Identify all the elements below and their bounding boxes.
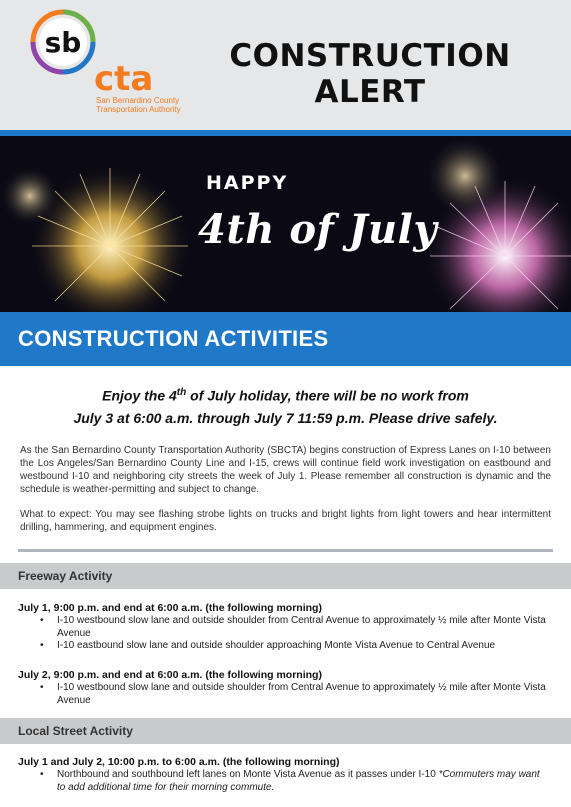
holiday-notice-line1	[20, 382, 551, 407]
divider	[18, 549, 553, 552]
what-to-expect-paragraph: What to expect: You may see flashing strobe lights on trucks and bright lights from light towers and hear intermittent drilling, hammering, and equipment engines.	[20, 509, 551, 533]
header	[0, 0, 571, 132]
construction-activities-bar	[0, 312, 571, 366]
intro-paragraph: As the San Bernardino County Transportation Authority (SBCTA) begins construction of Express Lanes on I-10 between the Los Angeles/San Bernardino County Line and I-15, crews will continue field work investigation on eastbound and westbound I-10 and neighboring city streets the week of July 1. Please remember all construction is dynamic and the schedule is weather-permitting and subject to change.	[20, 445, 551, 495]
banner-fourth-of-july-text: 4th of July	[198, 206, 438, 253]
section-title: CONSTRUCTION ACTIVITIES	[18, 326, 329, 351]
freeway-day2-heading: July 2, 9:00 p.m. and end at 6:00 a.m. (the following morning)	[18, 669, 322, 681]
logo-cta-text: cta	[94, 59, 154, 99]
list-item: • I-10 westbound slow lane and outside shoulder from Central Avenue to approximately ½ mile after Monte Vista Avenue	[40, 615, 550, 640]
list-item: • I-10 eastbound slow lane and outside shoulder approaching Monte Vista Avenue to Central Avenue	[40, 640, 550, 653]
local-street-activity-bar	[0, 718, 571, 744]
holiday-notice	[20, 382, 551, 429]
title-line1: CONSTRUCTION	[229, 38, 511, 74]
local-item-main: Northbound and southbound left lanes on Monte Vista Avenue as it passes under I-10	[57, 769, 439, 780]
local-day-heading: July 1 and July 2, 10:00 p.m. to 6:00 a.m. (the following morning)	[18, 756, 340, 768]
local-street-activity-heading: Local Street Activity	[18, 724, 133, 738]
page-title	[220, 38, 520, 110]
freeway-day2-list	[40, 682, 550, 707]
lead-part2: of July holiday, there will be no work from	[186, 387, 469, 404]
local-item-note: *Commuters may want to add additional time for their morning commute.	[57, 769, 540, 793]
freeway-day1-list	[40, 615, 550, 653]
banner-happy-text: HAPPY	[206, 172, 289, 194]
logo-sb-text: sb	[44, 26, 82, 59]
holiday-notice-line2: July 3 at 6:00 a.m. through July 7 11:59 p.m. Please drive safely.	[73, 409, 498, 426]
freeway-activity-heading: Freeway Activity	[18, 569, 113, 583]
lead-part1: Enjoy the 4	[102, 387, 177, 404]
logo-org-line1: San Bernardino County	[96, 96, 180, 105]
freeway-activity-bar	[0, 563, 571, 589]
list-item	[40, 769, 550, 794]
list-item: • I-10 westbound slow lane and outside shoulder from Central Avenue to approximately ½ mile after Monte Vista Avenue	[40, 682, 550, 707]
freeway-day1-heading: July 1, 9:00 p.m. and end at 6:00 a.m. (the following morning)	[18, 602, 322, 614]
lead-sup: th	[176, 387, 187, 398]
logo-org-name	[96, 96, 181, 114]
logo-org-line2: Transportation Authority	[96, 105, 181, 114]
local-list	[40, 769, 550, 794]
title-line2: ALERT	[314, 74, 426, 110]
